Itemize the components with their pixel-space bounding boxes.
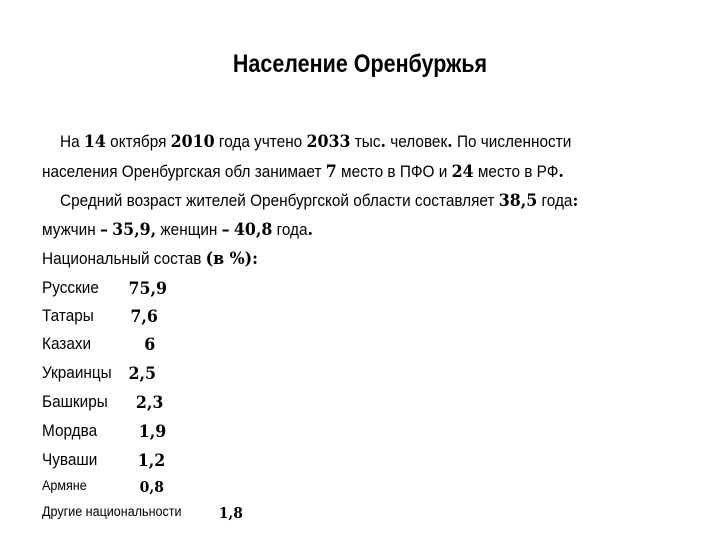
- text-fragment: На: [60, 133, 84, 151]
- text-fragment: мужчин: [42, 221, 100, 239]
- list-item: [42, 478, 164, 496]
- punctuation: .: [380, 132, 387, 152]
- nationality-value: 75,9: [128, 279, 167, 299]
- rank-pfo: 7: [325, 162, 337, 182]
- list-item: [42, 364, 156, 384]
- nationality-name: Другие национальности: [42, 504, 182, 519]
- nationality-name: Казахи: [42, 335, 92, 353]
- nationality-name: Мордва: [42, 422, 98, 440]
- nationality-value: 7,6: [130, 307, 158, 327]
- list-item: [42, 307, 158, 327]
- punctuation: .: [558, 162, 564, 182]
- list-item: [42, 335, 156, 355]
- dash: –: [99, 220, 108, 240]
- text-fragment: Средний возраст жителей Оренбургской области составляет: [60, 192, 499, 210]
- list-item: [42, 504, 243, 522]
- men-age: 35,9,: [112, 220, 157, 240]
- punctuation: .: [447, 132, 453, 152]
- text-fragment: место в ПФО и: [336, 163, 452, 181]
- text-line-3: [60, 191, 578, 211]
- nationality-name: Украинцы: [42, 364, 112, 382]
- text-fragment: человек: [386, 133, 448, 151]
- text-fragment: года учтено: [214, 133, 307, 151]
- text-fragment: женщин: [156, 221, 222, 239]
- text-line-5: [42, 249, 258, 269]
- slide-title: Население Оренбуржья: [232, 50, 488, 78]
- nationality-value: 1,8: [218, 504, 243, 522]
- nationality-value: 1,2: [137, 451, 166, 471]
- text-fragment: октября: [105, 133, 171, 151]
- list-item: [42, 393, 164, 413]
- list-item: [42, 279, 167, 299]
- text-line-4: [42, 220, 313, 240]
- nationality-value: 1,9: [138, 422, 167, 442]
- text-fragment: место в РФ: [473, 163, 559, 181]
- nationality-name: Русские: [42, 279, 99, 297]
- punctuation: :: [572, 191, 579, 211]
- nationality-value: 2,3: [135, 393, 164, 413]
- nationality-name: Армяне: [42, 478, 87, 493]
- text-line-2: [42, 162, 564, 182]
- text-fragment: года: [537, 192, 573, 210]
- average-age: 38,5: [498, 191, 538, 211]
- list-item: [42, 451, 166, 471]
- rank-rf: 24: [451, 162, 474, 182]
- text-line-1: [60, 132, 571, 152]
- text-fragment: года: [272, 221, 308, 239]
- nationality-name: Башкиры: [42, 393, 108, 411]
- nationality-value: 0,8: [139, 478, 164, 496]
- text-fragment: Национальный состав: [42, 250, 206, 268]
- nationality-name: Татары: [42, 307, 94, 325]
- nationality-value: 6: [144, 335, 156, 355]
- census-year: 2010: [170, 132, 215, 152]
- text-fragment: населения Оренбургская обл занимает: [42, 163, 326, 181]
- population-count: 2033: [306, 132, 351, 152]
- list-item: [42, 422, 167, 442]
- women-age: 40,8: [233, 220, 273, 240]
- date-day: 14: [83, 132, 106, 152]
- text-fragment: тыс: [350, 133, 381, 151]
- punctuation: .: [307, 220, 314, 240]
- nationality-name: Чуваши: [42, 451, 98, 469]
- unit-label: (в %):: [205, 249, 258, 269]
- nationality-value: 2,5: [128, 364, 156, 384]
- text-fragment: По численности: [452, 133, 572, 151]
- dash: –: [221, 220, 230, 240]
